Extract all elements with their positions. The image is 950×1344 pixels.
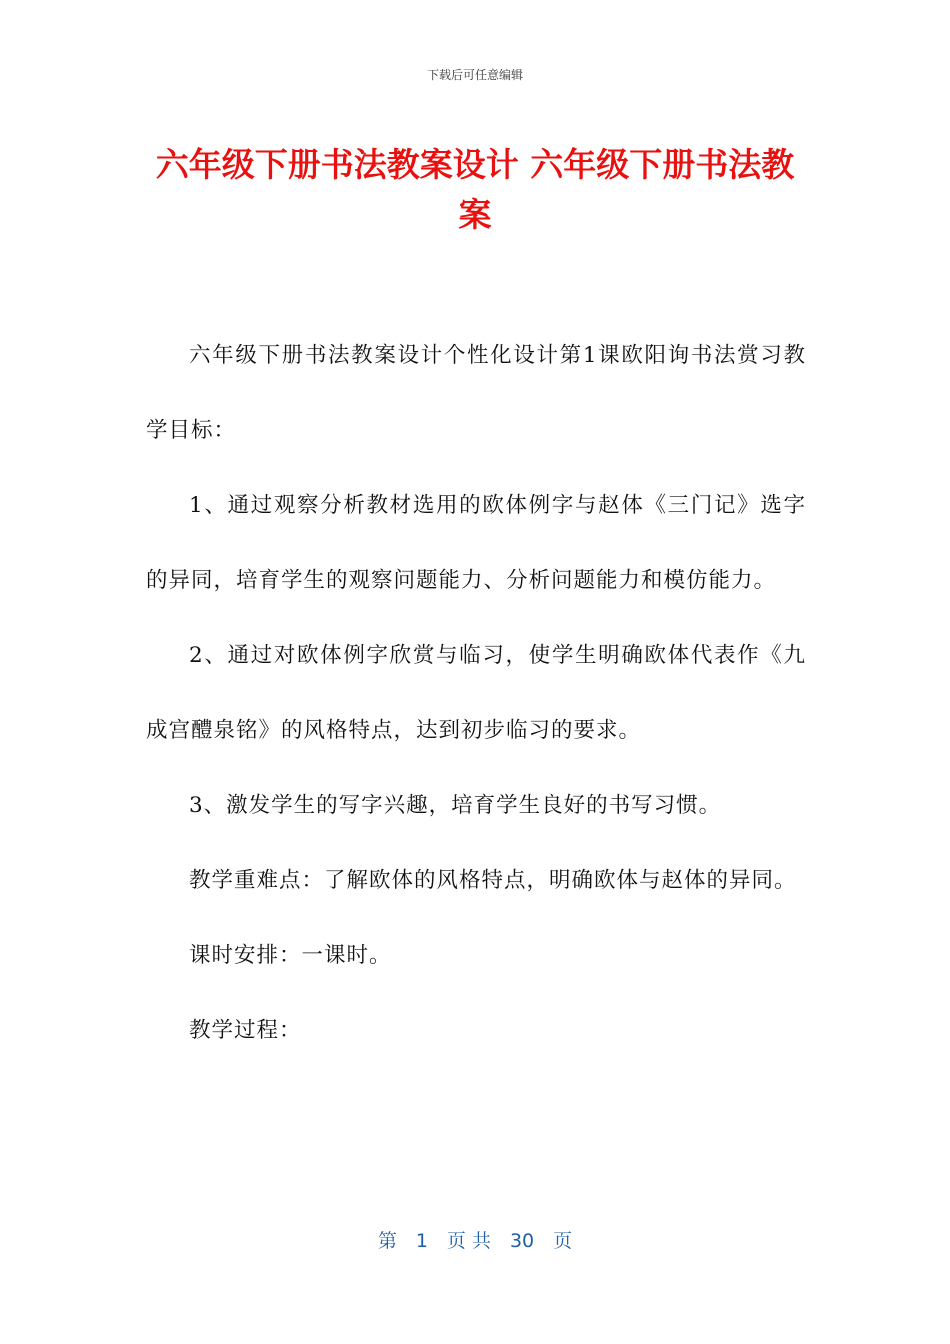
paragraph-schedule: 课时安排：一课时。 [189, 943, 392, 968]
paragraph-process: 教学过程： [189, 1018, 302, 1043]
paragraph-intro: 六年级下册书法教案设计个性化设计第1课欧阳询书法赏习教学目标： [146, 343, 806, 443]
paragraph-goal-2: 2、通过对欧体例字欣赏与临习，使学生明确欧体代表作《九成宫醴泉铭》的风格特点，达到初步临习的要求。 [146, 643, 806, 743]
document-body [146, 318, 806, 1068]
paragraph-goal-3: 3、激发学生的写字兴趣，培育学生良好的书写习惯。 [189, 793, 722, 818]
document-title: 六年级下册书法教案设计 六年级下册书法教案 [155, 145, 795, 234]
header-note: 下载后可任意编辑 [426, 68, 523, 82]
paragraph-key-points: 教学重难点：了解欧体的风格特点，明确欧体与赵体的异同。 [189, 868, 797, 893]
paragraph-goal-1: 1、通过观察分析教材选用的欧体例字与赵体《三门记》选字的异同，培育学生的观察问题能力、分析问题能力和模仿能力。 [146, 493, 806, 593]
page-number: 第 1 页 共 30 页 [377, 1230, 573, 1252]
